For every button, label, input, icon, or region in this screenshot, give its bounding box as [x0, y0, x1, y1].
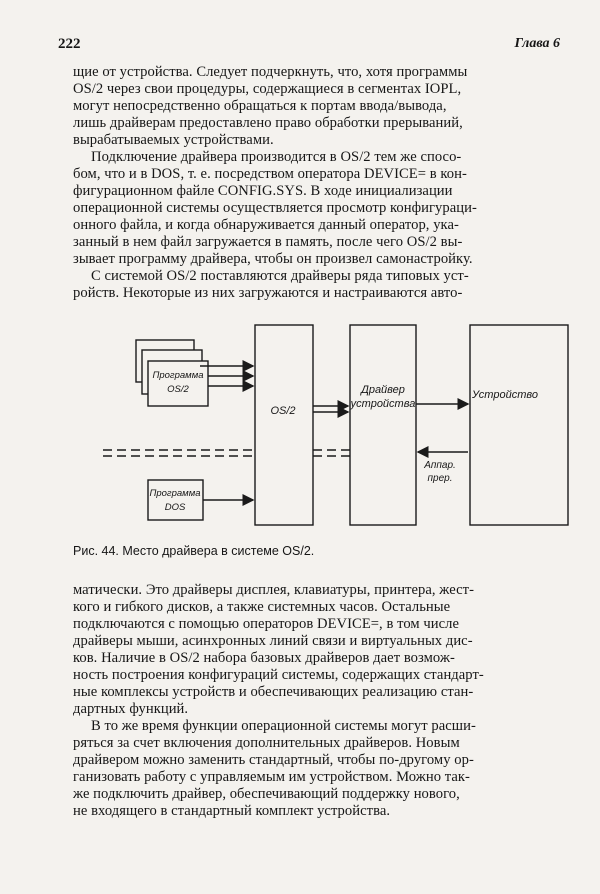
text-line: драйверы мыши, асинхронных линий связи и виртуальных дис-: [73, 633, 473, 649]
text-line: OS/2 через свои процедуры, содержащиеся в сегментах IOPL,: [73, 81, 462, 97]
os2-block-label: OS/2: [270, 405, 296, 417]
text-line: дартных функций.: [73, 701, 189, 717]
device-block: [470, 325, 568, 525]
figure-caption: Рис. 44. Место драйвера в системе OS/2.: [73, 544, 315, 558]
program-os2-label: OS/2: [167, 384, 189, 395]
text-line: ные комплексы устройств и обеспечивающих реализацию стан-: [73, 684, 474, 700]
text-line: ков. Наличие в OS/2 набора базовых драйверов дает возмож-: [73, 650, 455, 666]
driver-block-label: устройства: [350, 398, 416, 410]
program-dos-label: Программа: [149, 488, 201, 499]
text-line: могут непосредственно обращаться к портам ввода/вывода,: [73, 98, 447, 114]
program-dos-box: [148, 480, 203, 520]
driver-block: [350, 325, 416, 525]
text-line: кого и гибкого дисков, а также системных часов. Остальные: [73, 599, 451, 615]
text-line: ряться за счет включения дополнительных драйверов. Новым: [73, 735, 460, 751]
text-line: ройств. Некоторые из них загружаются и настраиваются авто-: [73, 285, 463, 301]
os2-block: [255, 325, 313, 525]
chapter-title: Глава 6: [514, 36, 560, 51]
text-line: фигурационном файле CONFIG.SYS. В ходе инициализации: [73, 183, 453, 199]
text-line: В то же время функции операционной системы могут расши-: [91, 718, 476, 734]
text-line: онного файла, и когда обнаруживается данный оператор, ука-: [73, 217, 459, 233]
text-line: щие от устройства. Следует подчеркнуть, что, хотя программы: [73, 64, 468, 80]
text-line: С системой OS/2 поставляются драйверы ряда типовых уст-: [91, 268, 469, 284]
interrupt-label: Аппар.: [424, 460, 456, 471]
page-number: 222: [58, 36, 81, 52]
text-line: ность построения конфигураций системы, содержащих стандарт-: [73, 667, 484, 683]
text-line: бом, что и в DOS, т. е. посредством оператора DEVICE= в кон-: [73, 166, 467, 182]
text-line: вырабатываемых устройствами.: [73, 132, 274, 148]
text-line: не входящего в стандартный комплект устройства.: [73, 803, 391, 819]
figure-diagram: [0, 310, 600, 535]
program-os2-label: Программа: [152, 370, 204, 381]
text-line: драйвером можно заменить стандартный, чтобы по-другому ор-: [73, 752, 474, 768]
device-block-label: Устройство: [472, 389, 538, 401]
text-line: Подключение драйвера производится в OS/2 тем же спосо-: [91, 149, 462, 165]
driver-block-label: Драйвер: [361, 384, 405, 396]
text-line: операционной системы осуществляется просмотр конфигураци-: [73, 200, 477, 216]
text-line: ганизовать работу с управляемым им устройством. Можно так-: [73, 769, 470, 785]
text-line: зывает программу драйвера, чтобы он произвел самонастройку.: [73, 251, 473, 267]
text-line: занный в нем файл загружается в память, после чего OS/2 вы-: [73, 234, 463, 250]
text-line: лишь драйверам предоставлено право обработки прерываний,: [73, 115, 463, 131]
text-line: подключаются с помощью операторов DEVICE=, в том числе: [73, 616, 460, 632]
interrupt-label: прер.: [427, 473, 453, 484]
program-dos-label: DOS: [164, 502, 186, 513]
text-line: матически. Это драйверы дисплея, клавиатуры, принтера, жест-: [73, 582, 475, 598]
text-line: же подключить драйвер, обеспечивающий поддержку нового,: [73, 786, 460, 802]
